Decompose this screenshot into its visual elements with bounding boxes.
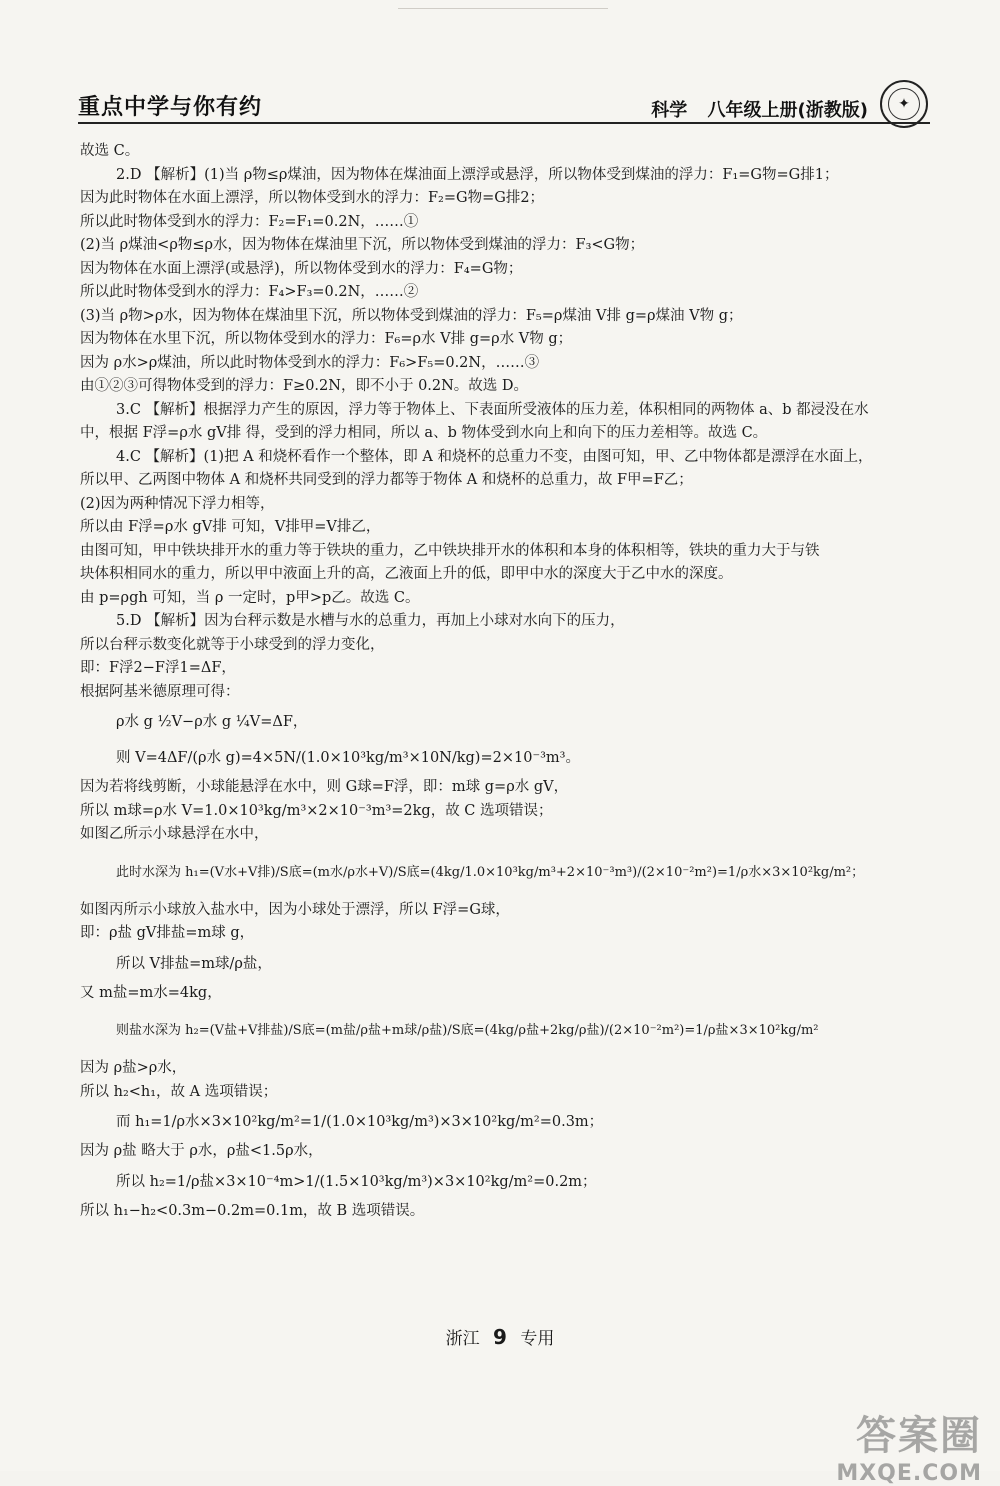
text-line: 如图丙所示小球放入盐水中，因为小球处于漂浮，所以 F浮=G球，: [80, 901, 510, 918]
text-line: 所以台秤示数变化就等于小球受到的浮力变化，: [80, 636, 385, 653]
school-seal-icon: [880, 80, 928, 128]
watermark-url: MXQE.COM: [836, 1461, 982, 1486]
formula-line: 则 V=4ΔF/(ρ水 g)=4×5N/(1.0×10³kg/m³×10N/kg)=2×10⁻³m³。: [116, 750, 580, 766]
text-line: 由图可知，甲中铁块排开水的重力等于铁块的重力，乙中铁块排开水的体积和本身的体积相等，铁块的重力大于与铁: [80, 542, 820, 559]
footer-suffix: 专用: [520, 1329, 555, 1349]
text-line: 由①②③可得物体受到的浮力：F≥0.2N，即不小于 0.2N。故选 D。: [80, 378, 529, 394]
formula-line: 此时水深为 h₁=(V水+V排)/S底=(m水/ρ水+V)/S底=(4kg/1.0×10³kg/m³+2×10⁻³m³)/(2×10⁻²m²)=1/ρ水×3×10²kg/m²；: [116, 864, 865, 880]
page-header: [78, 88, 930, 128]
question-4-start: 4.C 【解析】(1)把 A 和烧杯看作一个整体，即 A 和烧杯的总重力不变，由图可知，甲、乙中物体都是漂浮在水面上，: [116, 448, 873, 465]
text-line: (2)因为两种情况下浮力相等，: [80, 495, 275, 512]
text-line: 因为 ρ水>ρ煤油，所以此时物体受到水的浮力：F₆>F₅=0.2N，……③: [80, 354, 540, 371]
formula-line: 而 h₁=1/ρ水×3×10²kg/m²=1/(1.0×10³kg/m³)×3×10²kg/m²=0.3m；: [116, 1114, 604, 1130]
brand-title: 重点中学与你有约: [78, 95, 263, 120]
answer-content: [80, 140, 932, 1223]
formula-line: 所以 h₂=1/ρ盐×3×10⁻⁴m>1/(1.5×10³kg/m³)×3×10²kg/m²=0.2m；: [116, 1173, 597, 1190]
subject-label: [637, 96, 868, 122]
text-line: (2)当 ρ煤油<ρ物≤ρ水，因为物体在煤油里下沉，所以物体受到煤油的浮力：F₃<G物；: [80, 237, 645, 253]
text-line: 即：F浮2−F浮1=ΔF，: [80, 660, 236, 676]
text-line: 又 m盐=m水=4kg，: [80, 984, 222, 1001]
text-line: 所以此时物体受到水的浮力：F₂=F₁=0.2N，……①: [80, 213, 419, 230]
grade-label: 八年级上册(浙教版): [707, 100, 868, 121]
text-line: 所以甲、乙两图中物体 A 和烧杯共同受到的浮力都等于物体 A 和烧杯的总重力，故 F甲=F乙；: [80, 472, 693, 488]
text-line: 因为 ρ盐 略大于 ρ水，ρ盐<1.5ρ水，: [80, 1143, 323, 1159]
text-line: 所以此时物体受到水的浮力：F₄>F₃=0.2N，……②: [80, 284, 419, 300]
text-line: 所以由 F浮=ρ水 gV排 可知，V排甲=V排乙，: [80, 519, 381, 535]
text-line: 所以 h₁−h₂<0.3m−0.2m=0.1m，故 B 选项错误。: [80, 1202, 425, 1219]
text-line: 因为物体在水面上漂浮(或悬浮)，所以物体受到水的浮力：F₄=G物；: [80, 260, 523, 277]
scan-edge-line: [398, 8, 608, 9]
text-line: 由 p=ρgh 可知，当 ρ 一定时，p甲>p乙。故选 C。: [80, 589, 420, 606]
text-line: 中，根据 F浮=ρ水 gV排 得，受到的浮力相同，所以 a、b 物体受到水向上和向下的压力差相等。故选 C。: [80, 425, 768, 441]
text-line: 因为若将线剪断，小球能悬浮在水中，则 G球=F浮，即：m球 g=ρ水 gV，: [80, 779, 569, 795]
text-line: 即：ρ盐 gV排盐=m球 g，: [80, 925, 255, 941]
formula-line: 所以 V排盐=m球/ρ盐，: [116, 955, 272, 972]
formula-line: ρ水 g ½V−ρ水 g ¼V=ΔF，: [116, 714, 308, 730]
seal-glyph: ✦: [888, 88, 920, 120]
text-line: 块体积相同水的重力，所以甲中液面上升的高，乙液面上升的低，即甲中水的深度大于乙中水的深度。: [80, 566, 733, 582]
text-line: 根据阿基米德原理可得：: [80, 683, 240, 700]
page-number: 9: [493, 1325, 507, 1349]
question-5-start: 5.D 【解析】因为台秤示数是水槽与水的总重力，再加上小球对水向下的压力，: [116, 613, 625, 629]
question-3-start: 3.C 【解析】根据浮力产生的原因，浮力等于物体上、下表面所受液体的压力差，体积相同的两物体 a、b 都浸没在水: [116, 401, 869, 418]
text-line: 所以 h₂<h₁，故 A 选项错误；: [80, 1083, 278, 1100]
subject-name: 科学: [651, 100, 688, 121]
text-line: 因为 ρ盐>ρ水，: [80, 1060, 187, 1076]
text-line: 所以 m球=ρ水 V=1.0×10³kg/m³×2×10⁻³m³=2kg，故 C 选项错误；: [80, 802, 553, 819]
header-rule: [78, 122, 930, 124]
page-footer: [0, 1324, 1000, 1349]
text-line: (3)当 ρ物>ρ水，因为物体在煤油里下沉，所以物体受到煤油的浮力：F₅=ρ煤油 V排 g=ρ煤油 V物 g；: [80, 307, 743, 324]
text-line: 故选 C。: [80, 143, 140, 159]
footer-prefix: 浙江: [445, 1329, 480, 1349]
watermark-logo: [836, 1404, 982, 1486]
text-line: 因为此时物体在水面上漂浮，所以物体受到水的浮力：F₂=G物=G排2；: [80, 190, 545, 206]
question-2-start: 2.D 【解析】(1)当 ρ物≤ρ煤油，因为物体在煤油面上漂浮或悬浮，所以物体受到煤油的浮力：F₁=G物=G排1；: [116, 166, 839, 183]
text-line: 因为物体在水里下沉，所以物体受到水的浮力：F₆=ρ水 V排 g=ρ水 V物 g；: [80, 331, 573, 347]
text-line: 如图乙所示小球悬浮在水中，: [80, 826, 269, 842]
formula-line: 则盐水深为 h₂=(V盐+V排盐)/S底=(m盐/ρ盐+m球/ρ盐)/S底=(4kg/ρ盐+2kg/ρ盐)/(2×10⁻²m²)=1/ρ盐×3×10²kg/m²: [116, 1023, 819, 1038]
watermark-title: 答案圈: [856, 1413, 982, 1459]
